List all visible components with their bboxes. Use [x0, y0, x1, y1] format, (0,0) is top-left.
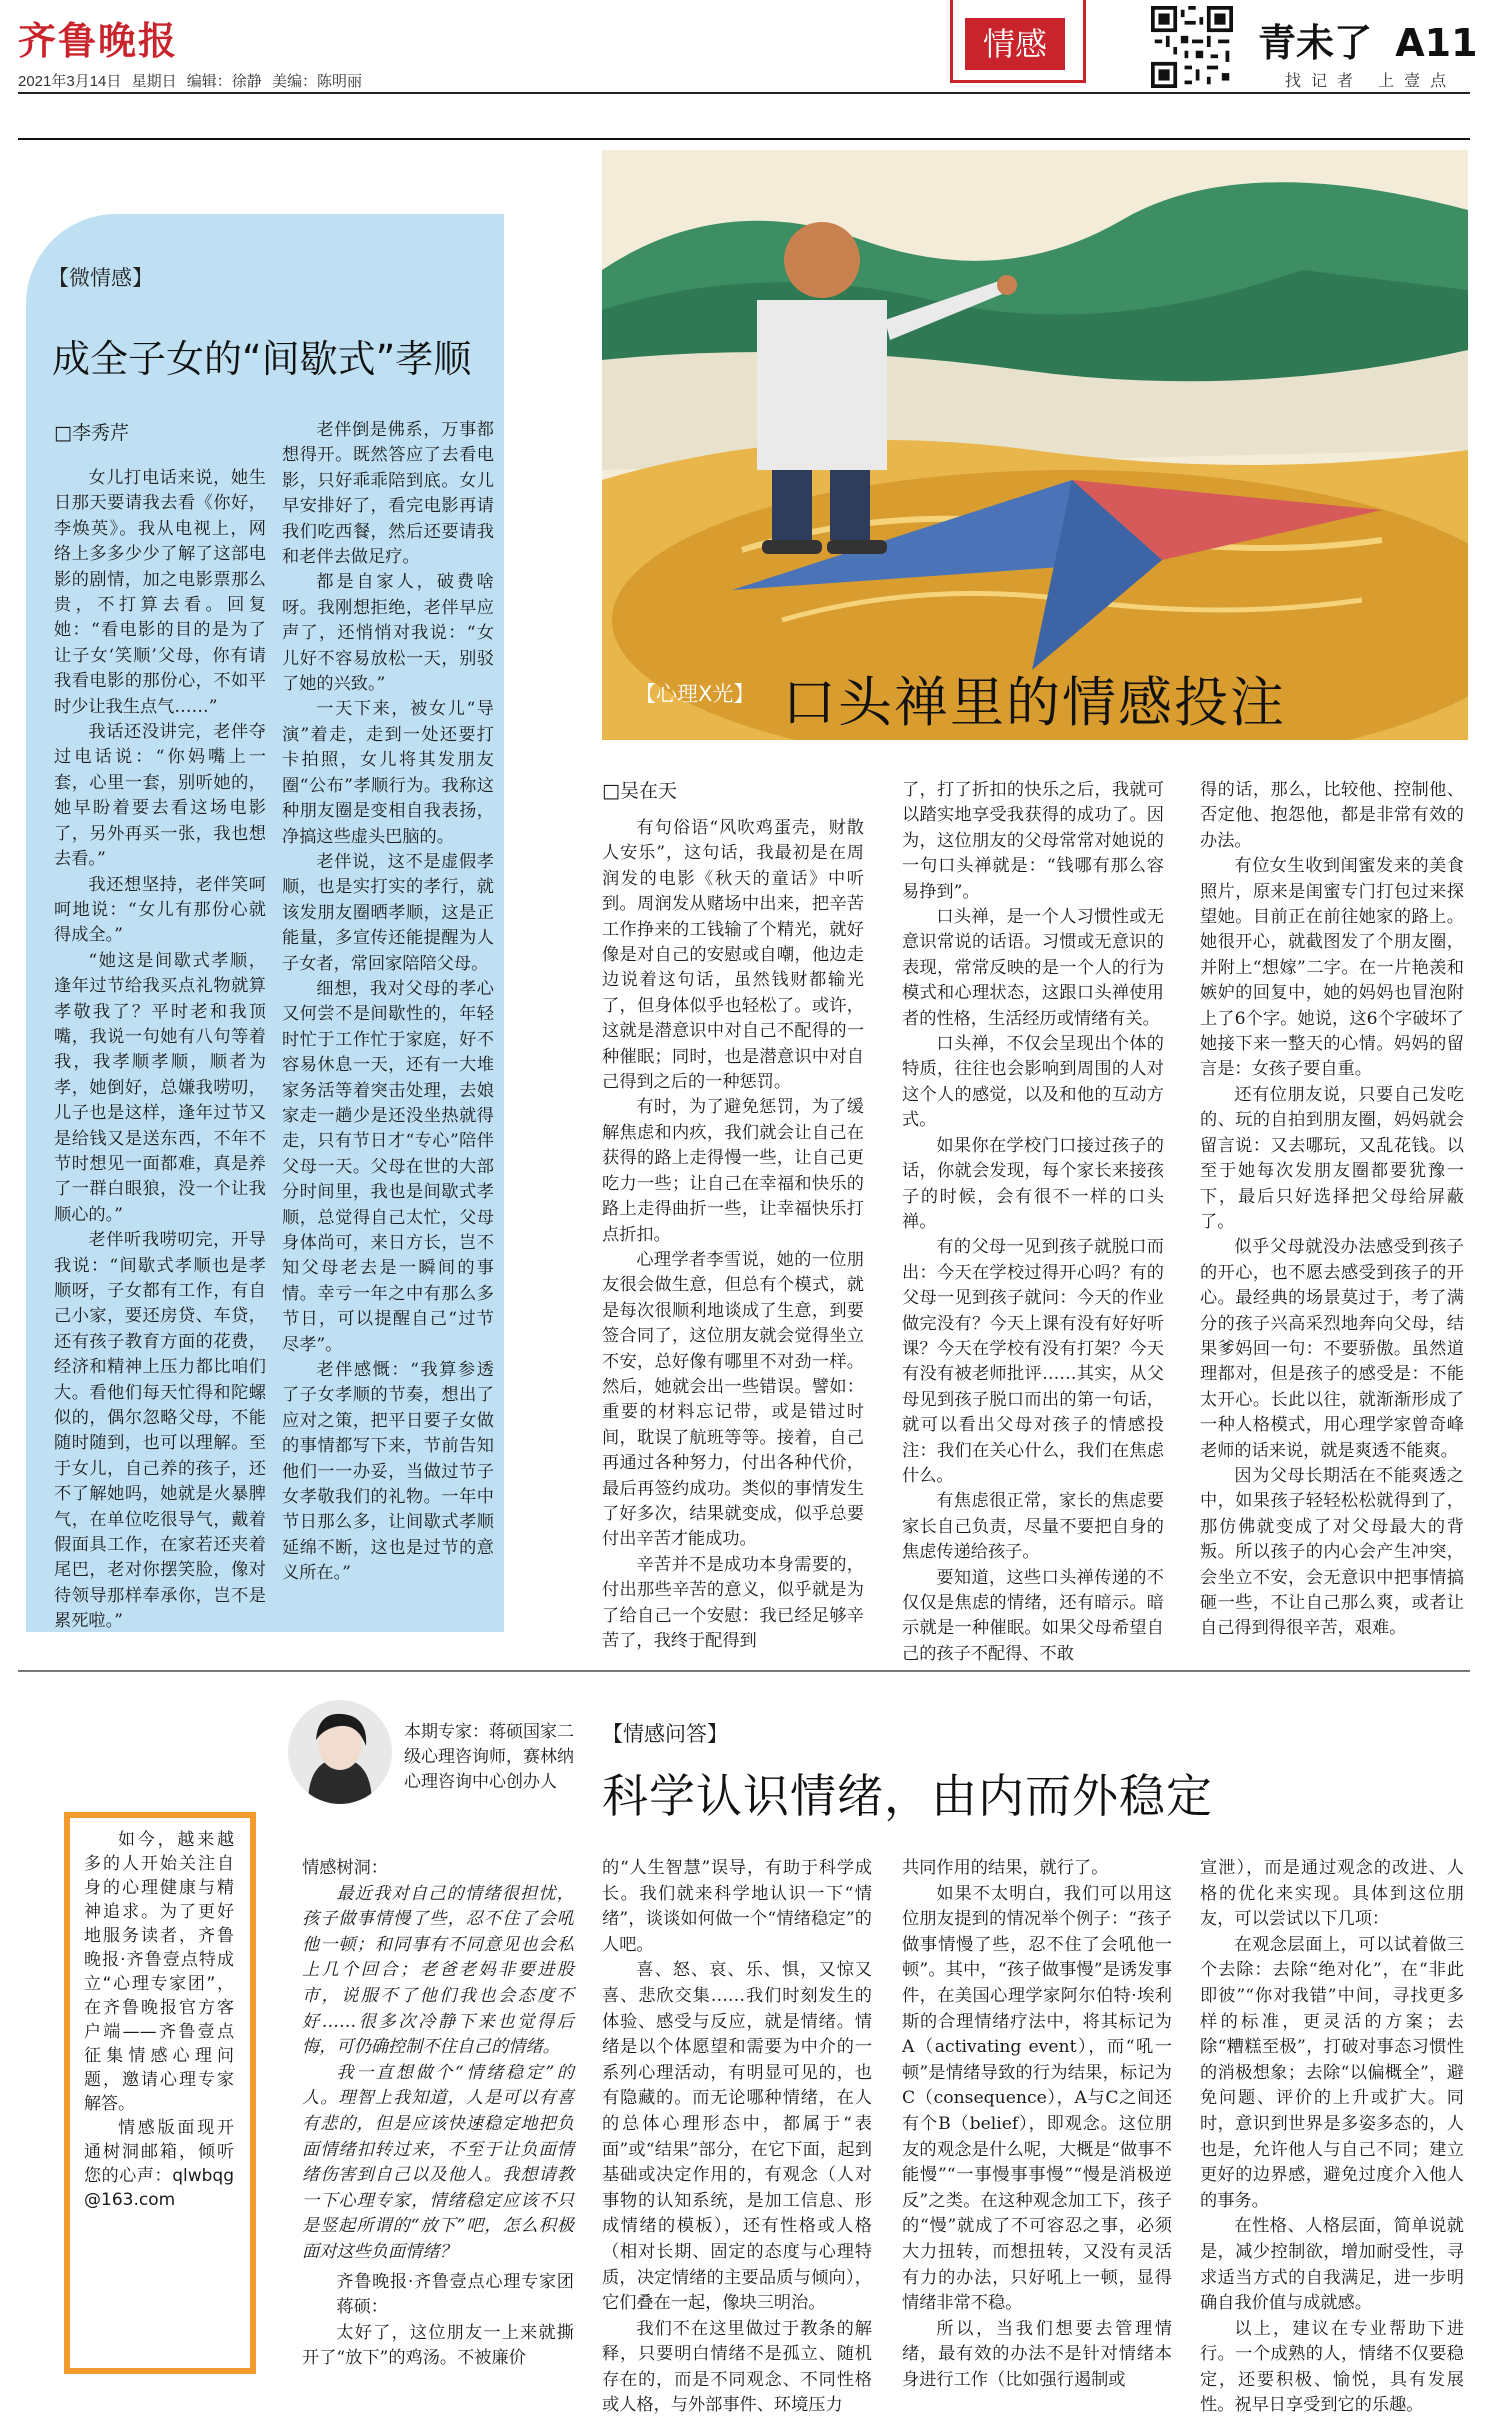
section-tag: 情感	[965, 18, 1065, 70]
paragraph: 老伴说，这不是虚假孝顺，也是实打实的孝行，就该发朋友圈晒孝顺，这是正能量，多宣传还能提醒为人子女者，常回家陪陪父母。	[282, 851, 494, 974]
paragraph: 的“人生智慧”误导，有助于科学成长。我们就来科学地认识一下“情绪”，谈谈如何做一个“情绪稳定”的人吧。	[602, 1858, 872, 1955]
paragraph: 共同作用的结果，就行了。	[902, 1858, 1109, 1878]
question-label: 情感树洞：	[302, 1858, 388, 1878]
article-column	[54, 466, 266, 1635]
editor-credit: 编辑：徐静	[186, 73, 262, 90]
answer-column	[602, 1856, 872, 2419]
paragraph: 了，打了折扣的快乐之后，我就可以踏实地享受我获得的成功了。因为，这位朋友的父母常常对她说的一句口头禅就是：“钱哪有那么容易挣到”。	[902, 780, 1164, 902]
paragraph: 宣泄），而是通过观念的改进、人格的优化来实现。具体到这位朋友，可以尝试以下几项：	[1200, 1858, 1464, 1930]
section-rule	[18, 138, 1470, 140]
column-tag: 【情感问答】	[602, 1722, 728, 1746]
header-slogan: 找记者 上壹点	[1285, 71, 1457, 90]
page-header-title	[1258, 12, 1478, 67]
issue-date: 2021年3月14日	[18, 73, 122, 90]
article-illustration	[602, 150, 1468, 740]
paragraph: 一天下来，被女儿“导演”着走，走到一处还要打卡拍照，女儿将其发朋友圈“公布”孝顺行为。我称这种朋友圈是变相自我表扬，净搞这些虚头巴脑的。	[282, 699, 494, 847]
masthead-logo: 齐鲁晚报	[18, 18, 179, 63]
paragraph: 在观念层面上，可以试着做三个去除：去除“绝对化”，在“非此即彼”“你对我错”中间，寻找更多样的标准，更灵活的方案；去除“糟糕至极”，打破对事态习惯性的消极想象；去除“以偏概全”，避免问题、评价的上升或扩大。同时，意识到世界是多姿多态的，人也是，允许他人与自己不同；建立更好的边界感，避免过度介入他人的事务。	[1200, 1934, 1464, 2211]
paragraph: 有时，为了避免惩罚，为了缓解焦虑和内疚，我们就会让自己在获得的路上走得慢一些，让自己更吃力一些；让自己在幸福和快乐的路上走得曲折一些，让幸福快乐打点折扣。	[602, 1097, 864, 1245]
section-divider	[18, 1670, 1470, 1672]
header-rule	[18, 92, 1470, 94]
paragraph: 因为父母长期活在不能爽透之中，如果孩子轻轻松松就得到了，那仿佛就变成了对父母最大的背叛。所以孩子的内心会产生冲突，会坐立不安，会无意识中把事情搞砸一些，不让自己那么爽，或者让自己得到得很辛苦，艰难。	[1200, 1465, 1464, 1639]
paragraph: 如果你在学校门口接过孩子的话，你就会发现，每个家长来接孩子的时候，会有很不一样的口头禅。	[902, 1135, 1164, 1232]
answer-column	[1200, 1856, 1464, 2419]
column-tag: 【心理X光】	[635, 682, 755, 706]
article-column	[1200, 778, 1464, 1642]
paragraph: 最近我对自己的情绪很担忧，孩子做事情慢了些，忍不住了会吼他一顿；和同事有不同意见也会私上几个回合；老爸老妈非要进股市，说服不了他们我也会态度不好……很多次冷静下来也觉得后悔，可仍确控制不住自己的情绪。	[302, 1883, 574, 2058]
paragraph: 老伴倒是佛系，万事都想得开。既然答应了去看电影，只好乖乖陪到底。女儿早安排好了，看完电影再请我们吃西餐，然后还要请我和老伴去做足疗。	[282, 420, 494, 568]
qr-code-icon[interactable]	[1148, 6, 1236, 88]
paragraph: 在性格、人格层面，简单说就是，减少控制欲，增加耐受性，寻求适当方式的自我满足，进一步明确自我价值与成就感。	[1200, 2216, 1464, 2314]
paragraph: 得的话，那么，比较他、控制他、否定他、抱怨他，都是非常有效的办法。	[1200, 780, 1464, 851]
paragraph: 所以，当我们想要去管理情绪，最有效的办法不是针对情绪本身进行工作（比如强行遏制或	[902, 2318, 1172, 2390]
paragraph: “她这是间歇式孝顺，逢年过节给我买点礼物就算孝敬我了？平时老和我顶嘴，我说一句她有八句等着我，我孝顺孝顺，顺者为孝，她倒好，总嫌我唠叨，儿子也是这样，逢年过节又是给钱又是送东西，不年不节时想见一面都难，真是养了一群白眼狼，没一个让我顺心的。”	[54, 950, 266, 1225]
paragraph: 喜、怒、哀、乐、惧，又惊又喜、悲欣交集……我们时刻发生的体验、感受与反应，就是情绪。情绪是以个体愿望和需要为中介的一系列心理活动，有明显可见的，也有隐藏的。而无论哪种情绪，在人的总体心理形态中，都属于“表面”或“结果”部分，在它下面，起到基础或决定作用的，有观念（人对事物的认知系统，是加工信息、形成情绪的模板），还有性格或人格（相对长期、固定的态度与心理特质，决定情绪的主要品质与倾向），它们叠在一起，像块三明治。	[602, 1960, 872, 2314]
paragraph: 以上，建议在专业帮助下进行。一个成熟的人，情绪不仅要稳定，还要积极、愉悦，具有发展性。祝早日享受到它的乐趣。	[1200, 2318, 1464, 2416]
designer-credit: 美编：陈明丽	[271, 73, 362, 90]
article-title: 成全子女的“间歇式”孝顺	[52, 337, 472, 381]
question-column	[302, 1856, 574, 2372]
paragraph: 都是自家人，破费啥呀。我刚想拒绝，老伴早应声了，还悄悄对我说：“女儿好不容易放松一天，别驳了她的兴致。”	[282, 572, 494, 695]
mailbox-notice: 情感版面现开通树洞邮箱，倾听您的心声：qlwbqg@163.com	[84, 2118, 234, 2210]
article-column	[902, 778, 1164, 1667]
paragraph: 还有位朋友说，只要自己发吃的、玩的自拍到朋友圈，妈妈就会留言说：又去哪玩，又乱花钱。以至于她每次发朋友圈都要犹豫一下，最后只好选择把父母给屏蔽了。	[1200, 1084, 1464, 1232]
notice-text	[84, 1828, 234, 2212]
paragraph: 女儿打电话来说，她生日那天要请我去看《你好，李焕英》。我从电视上，网络上多多少少了解了这部电影的剧情，加之电影票那么贵，不打算去看。回复她：“看电影的目的是为了让子女‘笑顺’父母，你有请我看电影的那份心，不如平时少让我生点气……”	[54, 468, 266, 717]
expert-description: 国家二级心理咨询师，赛林纳心理咨询中心创办人	[404, 1722, 574, 1792]
paragraph: 辛苦并不是成功本身需要的，付出那些辛苦的意义，似乎就是为了给自己一个安慰：我已经足够辛苦了，我终于配得到	[602, 1554, 864, 1651]
article-title: 口头禅里的情感投注	[782, 671, 1286, 734]
paragraph: 老伴感慨：“我算参透了子女孝顺的节奏，想出了应对之策，把平日要子女做的事情都写下来，节前告知他们一一办妥，当做过节子女孝敬我们的礼物。一年中节日那么多，让间歇式孝顺延绵不断，这也是过节的意义所在。”	[282, 1360, 494, 1584]
paragraph: 口头禅，不仅会呈现出个体的特质，往往也会影响到周围的人对这个人的感觉，以及和他的互动方式。	[902, 1034, 1164, 1131]
paragraph: 心理学者李雪说，她的一位朋友很会做生意，但总有个模式，就是每次很顺利地谈成了生意，到要签合同了，这位朋友就会觉得坐立不安，总好像有哪里不对劲一样。然后，她就会出一些错误。譬如：重要的材料忘记带，或是错过时间，耽误了航班等等。接着，自己再通过各种努力，付出各种代价，最后再签约成功。类似的事情发生了好多次，结果就变成，似乎总要付出辛苦才能成功。	[602, 1249, 864, 1550]
answer-column	[902, 1856, 1172, 2393]
paragraph: 口头禅，是一个人习惯性或无意识常说的话语。习惯或无意识的表现，常常反映的是一个人的行为模式和心理状态，这跟口头禅使用者的性格，生活经历或情绪有关。	[902, 907, 1164, 1029]
paragraph: 似乎父母就没办法感受到孩子的开心，也不愿去感受到孩子的开心。最经典的场景莫过于，考了满分的孩子兴高采烈地奔向父母，结果爹妈回一句：不要骄傲。虽然道理都对，但是孩子的感受是：不能太开心。长此以往，就渐渐形成了一种人格模式，用心理学家曾奇峰老师的话来说，就是爽透不能爽。	[1200, 1237, 1464, 1461]
paragraph: 有位女生收到闺蜜发来的美食照片，原来是闺蜜专门打包过来探望她。目前正在前往她家的路上。她很开心，就截图发了个朋友圈，并附上“想嫁”二字。在一片艳羡和嫉妒的回复中，她的妈妈也冒泡附上了6个字。她说，这6个字破坏了她接下来一整天的心情。妈妈的留言是：女孩子要自重。	[1200, 856, 1464, 1080]
expert-portrait-avatar	[288, 1700, 392, 1804]
paragraph: 细想，我对父母的孝心又何尝不是间歇性的，年轻时忙于工作忙于家庭，好不容易休息一天，还有一大堆家务活等着突击处理，去娘家走一趟少是还没坐热就得走，只有节日才“专心”陪伴父母一天。父母在世的大部分时间里，我也是间歇式孝顺，总觉得自己太忙，父母身体尚可，来日方长，岂不知父母老去是一瞬间的事情。幸亏一年之中有那么多节日，可以提醒自己“过节尽孝”。	[282, 978, 494, 1355]
issue-meta	[18, 70, 362, 91]
paragraph: 我一直想做个“情绪稳定”的人。理智上我知道，人是可以有喜有悲的，但是应该快速稳定地把负面情绪扣转过来，不至于让负面情绪伤害到自己以及他人。我想请教一下心理专家，情绪稳定应该不只是竖起所谓的“放下”吧，怎么积极面对这些负面情绪？	[302, 2062, 574, 2262]
paragraph: 有句俗语“风吹鸡蛋壳，财散人安乐”，这句话，我最初是在周润发的电影《秋天的童话》中听到。周润发从赌场中出来，把辛苦工作挣来的工钱输了个精光，就好像是对自己的安慰或自嘲，他边走边说着这句话，虽然钱财都输光了，但身体似乎也轻松了。或许，这就是潜意识中对自己不配得的一种催眠；同时，也是潜意识中对自己得到之后的一种惩罚。	[602, 818, 864, 1093]
paragraph: 老伴听我唠叨完，开导我说：“间歇式孝顺也是孝顺呀，子女都有工作，有自己小家，要还房贷、车贷，还有孩子教育方面的花费，经济和精神上压力都比咱们大。看他们每天忙得和陀螺似的，偶尔忽略父母，不能随时随到，也可以理解。至于女儿，自己养的孩子，还不了解她吗，她就是火暴脾气，在单位吃很导气，戴着假面具工作，在家若还夹着尾巴，老对你摆笑脸，像对待领导那样奉承你，岂不是累死啦。”	[54, 1230, 266, 1632]
paragraph: 有焦虑很正常，家长的焦虑要家长自己负责，尽量不要把自身的焦虑传递给孩子。	[902, 1491, 1164, 1563]
paragraph: 如今，越来越多的人开始关注自身的心理健康与精神追求。为了更好地服务读者，齐鲁晚报·齐鲁壹点特成立“心理专家团”，在齐鲁晚报官方客户端——齐鲁壹点征集情感心理问题，邀请心理专家解答。	[84, 1830, 234, 2114]
expert-label: 本期专家：蒋硕	[404, 1722, 523, 1742]
paragraph: 我们不在这里做过于教条的解释，只要明白情绪不是孤立、随机存在的，而是不同观念、不同性格或人格，与外部事件、环境压力	[602, 2318, 872, 2416]
paragraph: 太好了，这位朋友一上来就撕开了“放下”的鸡汤。不被廉价	[302, 2322, 574, 2369]
page-number: A11	[1395, 21, 1478, 65]
article-author: □李秀芹	[54, 422, 129, 444]
issue-weekday: 星期日	[131, 73, 177, 90]
page-name: 青未了	[1258, 21, 1373, 65]
article-author: □吴在天	[602, 780, 677, 802]
expert-intro	[404, 1720, 584, 1795]
paragraph: 我还想坚持，老伴笑呵呵地说：“女儿有那份心就得成全。”	[54, 874, 266, 946]
answer-label: 齐鲁晚报·齐鲁壹点心理专家团蒋硕：	[336, 2271, 574, 2318]
paragraph: 有的父母一见到孩子就脱口而出：今天在学校过得开心吗？有的父母一见到孩子就问：今天的作业做完没有？今天上课有没有好好听课？今天在学校有没有打架？今天有没有被老师批评……其实，从父母见到孩子脱口而出的第一句话，就可以看出父母对孩子的情感投注：我们在关心什么，我们在焦虑什么。	[902, 1237, 1164, 1486]
article-title: 科学认识情绪，由内而外稳定	[602, 1769, 1213, 1823]
paragraph: 如果不太明白，我们可以用这位朋友提到的情况举个例子：“孩子做事情慢了些，忍不住了会吼他一顿”。其中，“孩子做事慢”是诱发事件，在美国心理学家阿尔伯特·埃利斯的合理情绪疗法中，将其标记为A（activating event），而“吼一顿”是情绪导致的行为结果，标记为C（consequence），A与C之间还有个B（belief），即观念。这位朋友的观念是什么呢，大概是“做事不能慢”“一事慢事事慢”“慢是消极逆反”之类。在这种观念加工下，孩子的“慢”就成了不可容忍之事，必须大力扭转，而想扭转，又没有灵活有力的办法，只好吼上一顿，显得情绪非常不稳。	[902, 1883, 1172, 2314]
paragraph: 我话还没讲完，老伴夺过电话说：“你妈嘴上一套，心里一套，别听她的，她早盼着要去看这场电影了，另外再买一张，我也想去看。”	[54, 722, 266, 870]
column-tag: 【微情感】	[48, 266, 153, 290]
article-column	[602, 816, 864, 1654]
paragraph: 要知道，这些口头禅传递的不仅仅是焦虑的情绪，还有暗示。暗示就是一种催眠。如果父母希望自己的孩子不配得、不敢	[902, 1567, 1164, 1664]
article-column	[282, 418, 494, 1587]
